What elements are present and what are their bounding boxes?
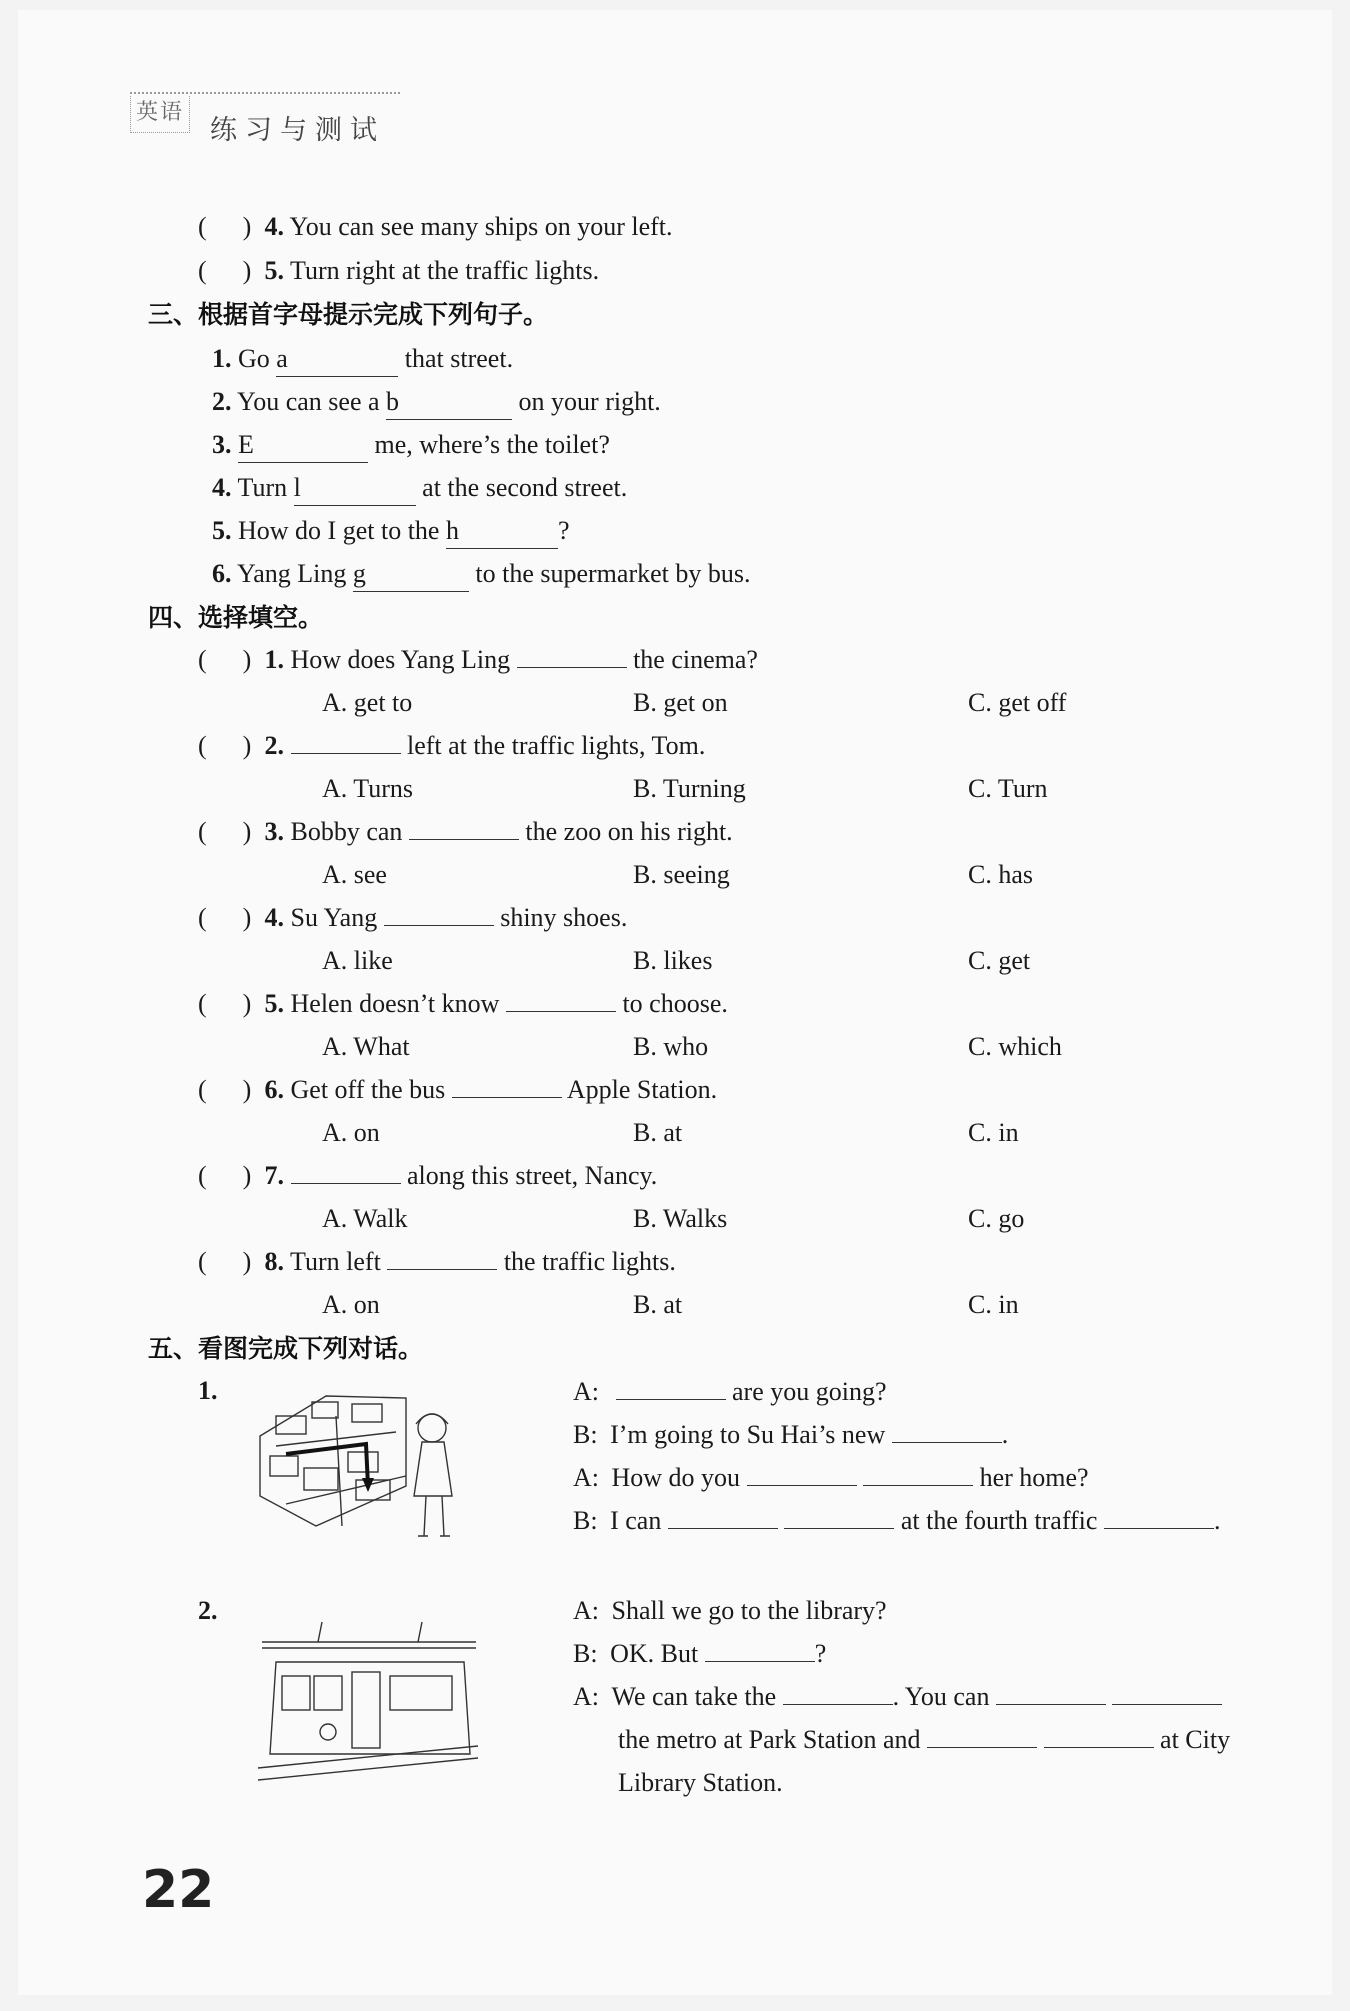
letter-blank[interactable]: h bbox=[446, 514, 558, 549]
fill-item: 5. How do I get to the h ? bbox=[212, 514, 570, 549]
option-c[interactable]: C. get bbox=[968, 946, 1031, 975]
answer-blank[interactable] bbox=[996, 1682, 1106, 1705]
option-b[interactable]: B. who bbox=[633, 1032, 709, 1061]
answer-paren[interactable]: ( ) bbox=[198, 731, 252, 760]
choice-question: ( ) 6. Get off the bus Apple Station. bbox=[198, 1073, 717, 1107]
option-c[interactable]: C. has bbox=[968, 860, 1033, 889]
option-c[interactable]: C. Turn bbox=[968, 774, 1048, 803]
section-heading-5: 五、看图完成下列对话。 bbox=[148, 1334, 424, 1363]
choice-question: ( ) 2. left at the traffic lights, Tom. bbox=[198, 729, 705, 763]
answer-paren[interactable]: ( ) bbox=[198, 1075, 252, 1104]
option-b[interactable]: B. likes bbox=[633, 946, 713, 975]
choice-question: ( ) 4. Su Yang shiny shoes. bbox=[198, 901, 627, 935]
letter-blank[interactable]: a bbox=[276, 342, 398, 377]
answer-blank[interactable] bbox=[784, 1506, 894, 1529]
dialogue-line: A: Shall we go to the library? bbox=[573, 1596, 887, 1625]
answer-blank[interactable] bbox=[384, 903, 494, 926]
dialogue-line: B: I can at the fourth traffic . bbox=[573, 1506, 1221, 1535]
answer-blank[interactable] bbox=[517, 645, 627, 668]
choice-question: ( ) 8. Turn left the traffic lights. bbox=[198, 1245, 676, 1279]
dialogue-line: A: We can take the . You can bbox=[573, 1680, 1222, 1714]
option-a[interactable]: A. Turns bbox=[322, 774, 414, 803]
dialogue-line: Library Station. bbox=[618, 1768, 783, 1797]
fill-item: 1. Go a that street. bbox=[212, 342, 513, 377]
answer-blank[interactable] bbox=[506, 989, 616, 1012]
fill-item: 3. E me, where’s the toilet? bbox=[212, 428, 610, 463]
exercise-item: ( ) 4. You can see many ships on your left. bbox=[198, 210, 673, 244]
letter-blank[interactable]: E bbox=[238, 428, 368, 463]
answer-blank[interactable] bbox=[783, 1682, 893, 1705]
answer-blank[interactable] bbox=[616, 1377, 726, 1400]
answer-blank[interactable] bbox=[409, 817, 519, 840]
answer-blank[interactable] bbox=[747, 1463, 857, 1486]
choice-question: ( ) 7. along this street, Nancy. bbox=[198, 1159, 657, 1193]
header-rule bbox=[130, 92, 400, 94]
choice-question: ( ) 5. Helen doesn’t know to choose. bbox=[198, 987, 728, 1021]
option-a[interactable]: A. Walk bbox=[322, 1204, 408, 1233]
answer-paren[interactable]: ( ) bbox=[198, 903, 252, 932]
dialogue-line: A: are you going? bbox=[573, 1377, 887, 1406]
option-a[interactable]: A. like bbox=[322, 946, 393, 975]
option-c[interactable]: C. get off bbox=[968, 688, 1067, 717]
answer-paren[interactable]: ( ) bbox=[198, 1161, 252, 1190]
option-b[interactable]: B. seeing bbox=[633, 860, 730, 889]
answer-paren[interactable]: ( ) bbox=[198, 212, 252, 241]
option-b[interactable]: B. Walks bbox=[633, 1204, 728, 1233]
fill-item: 6. Yang Ling g to the supermarket by bus. bbox=[212, 557, 750, 592]
option-a[interactable]: A. see bbox=[322, 860, 387, 889]
letter-blank[interactable]: g bbox=[353, 557, 469, 592]
option-c[interactable]: C. go bbox=[968, 1204, 1025, 1233]
answer-blank[interactable] bbox=[291, 731, 401, 754]
subject-label: 英语 bbox=[130, 96, 190, 133]
answer-paren[interactable]: ( ) bbox=[198, 256, 252, 285]
answer-paren[interactable]: ( ) bbox=[198, 989, 252, 1018]
option-b[interactable]: B. Turning bbox=[633, 774, 746, 803]
option-b[interactable]: B. at bbox=[633, 1290, 683, 1319]
answer-blank[interactable] bbox=[863, 1463, 973, 1486]
dialogue-line: A: How do you her home? bbox=[573, 1463, 1089, 1492]
answer-paren[interactable]: ( ) bbox=[198, 645, 252, 674]
answer-blank[interactable] bbox=[927, 1725, 1037, 1748]
answer-blank[interactable] bbox=[291, 1161, 401, 1184]
choice-question: ( ) 3. Bobby can the zoo on his right. bbox=[198, 815, 733, 849]
answer-blank[interactable] bbox=[452, 1075, 562, 1098]
option-a[interactable]: A. on bbox=[322, 1118, 380, 1147]
dialogue-number: 1. bbox=[198, 1376, 218, 1405]
section-heading-3: 三、根据首字母提示完成下列句子。 bbox=[148, 300, 549, 329]
choice-question: ( ) 1. How does Yang Ling the cinema? bbox=[198, 643, 758, 677]
page-number: 22 bbox=[142, 1860, 215, 1920]
answer-blank[interactable] bbox=[1104, 1506, 1214, 1529]
map-girl-illustration bbox=[256, 1376, 476, 1556]
answer-blank[interactable] bbox=[668, 1506, 778, 1529]
answer-blank[interactable] bbox=[892, 1420, 1002, 1443]
book-title: 练习与测试 bbox=[210, 115, 385, 146]
fill-item: 2. You can see a b on your right. bbox=[212, 385, 661, 420]
letter-blank[interactable]: l bbox=[294, 471, 416, 506]
metro-train-illustration bbox=[256, 1618, 480, 1786]
option-a[interactable]: A. What bbox=[322, 1032, 410, 1061]
option-c[interactable]: C. in bbox=[968, 1290, 1019, 1319]
answer-blank[interactable] bbox=[1044, 1725, 1154, 1748]
letter-blank[interactable]: b bbox=[386, 385, 512, 420]
option-a[interactable]: A. on bbox=[322, 1290, 380, 1319]
answer-blank[interactable] bbox=[387, 1247, 497, 1270]
option-a[interactable]: A. get to bbox=[322, 688, 413, 717]
exercise-item: ( ) 5. Turn right at the traffic lights. bbox=[198, 254, 599, 288]
dialogue-number: 2. bbox=[198, 1596, 218, 1625]
answer-paren[interactable]: ( ) bbox=[198, 1247, 252, 1276]
answer-paren[interactable]: ( ) bbox=[198, 817, 252, 846]
answer-blank[interactable] bbox=[1112, 1682, 1222, 1705]
fill-item: 4. Turn l at the second street. bbox=[212, 471, 627, 506]
dialogue-line: B: OK. But ? bbox=[573, 1639, 827, 1668]
option-b[interactable]: B. at bbox=[633, 1118, 683, 1147]
option-c[interactable]: C. in bbox=[968, 1118, 1019, 1147]
option-b[interactable]: B. get on bbox=[633, 688, 728, 717]
answer-blank[interactable] bbox=[705, 1639, 815, 1662]
section-heading-4: 四、选择填空。 bbox=[148, 603, 324, 632]
dialogue-line: B: I’m going to Su Hai’s new . bbox=[573, 1420, 1009, 1449]
option-c[interactable]: C. which bbox=[968, 1032, 1062, 1061]
dialogue-line: the metro at Park Station and at City bbox=[618, 1725, 1231, 1754]
